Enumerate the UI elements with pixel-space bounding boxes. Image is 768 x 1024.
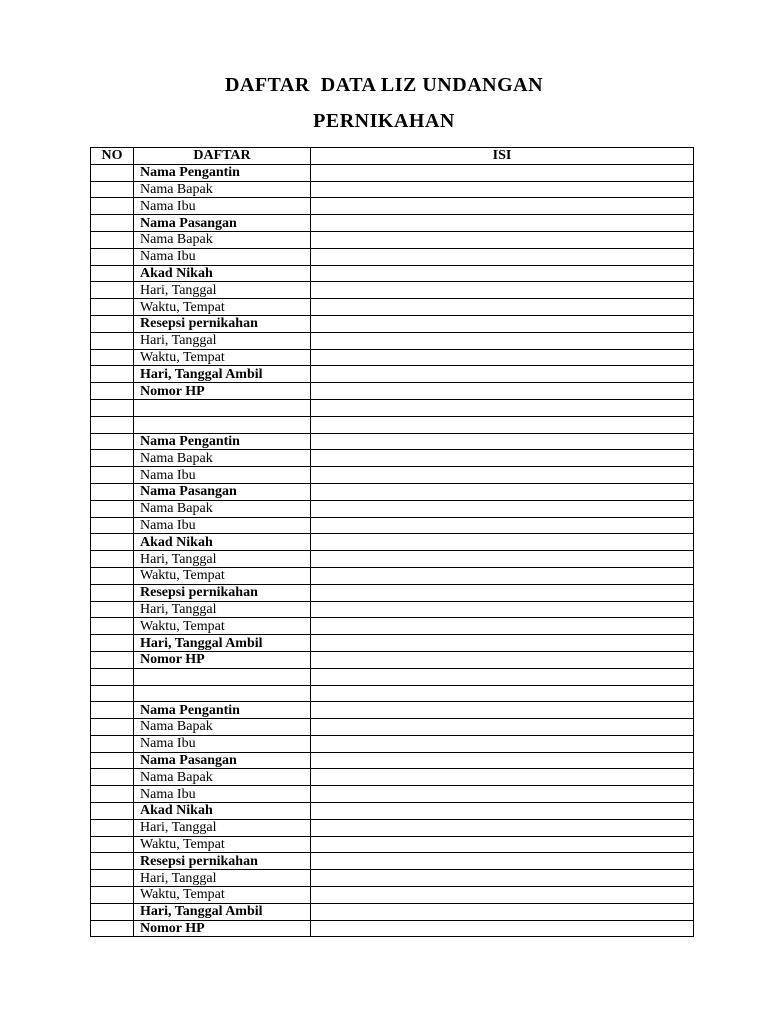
no-cell (91, 853, 134, 870)
table-row (91, 416, 694, 433)
isi-cell[interactable] (311, 769, 694, 786)
daftar-cell: Waktu, Tempat (134, 887, 311, 904)
table-row (91, 887, 694, 904)
isi-cell[interactable] (311, 584, 694, 601)
no-cell (91, 618, 134, 635)
daftar-cell: Nomor HP (134, 651, 311, 668)
daftar-cell: Hari, Tanggal (134, 551, 311, 568)
no-cell (91, 836, 134, 853)
no-cell (91, 332, 134, 349)
header-daftar: DAFTAR (134, 148, 311, 165)
table-row (91, 231, 694, 248)
header-isi: ISI (311, 148, 694, 165)
table-row (91, 836, 694, 853)
table-body (91, 164, 694, 937)
table-row (91, 534, 694, 551)
table-row (91, 920, 694, 937)
table-row (91, 735, 694, 752)
daftar-cell: Nama Ibu (134, 735, 311, 752)
daftar-cell: Hari, Tanggal Ambil (134, 366, 311, 383)
isi-cell[interactable] (311, 366, 694, 383)
daftar-cell: Nama Bapak (134, 450, 311, 467)
table-row (91, 870, 694, 887)
table-row (91, 198, 694, 215)
daftar-cell: Hari, Tanggal (134, 870, 311, 887)
daftar-cell: Waktu, Tempat (134, 836, 311, 853)
no-cell (91, 315, 134, 332)
no-cell (91, 181, 134, 198)
isi-cell[interactable] (311, 383, 694, 400)
isi-cell[interactable] (311, 349, 694, 366)
no-cell (91, 903, 134, 920)
wedding-invitation-data-table (90, 147, 694, 937)
daftar-cell (134, 685, 311, 702)
daftar-cell: Nama Ibu (134, 517, 311, 534)
no-cell (91, 433, 134, 450)
no-cell (91, 198, 134, 215)
daftar-cell: Waktu, Tempat (134, 299, 311, 316)
isi-cell[interactable] (311, 567, 694, 584)
table-row (91, 567, 694, 584)
table-row (91, 215, 694, 232)
daftar-cell: Resepsi pernikahan (134, 853, 311, 870)
table-row (91, 517, 694, 534)
no-cell (91, 282, 134, 299)
isi-cell[interactable] (311, 248, 694, 265)
daftar-cell: Nama Bapak (134, 181, 311, 198)
isi-cell[interactable] (311, 517, 694, 534)
table-row (91, 265, 694, 282)
daftar-cell: Nama Ibu (134, 786, 311, 803)
isi-cell[interactable] (311, 181, 694, 198)
table-row (91, 651, 694, 668)
no-cell (91, 500, 134, 517)
isi-cell[interactable] (311, 483, 694, 500)
table-row (91, 786, 694, 803)
isi-cell[interactable] (311, 231, 694, 248)
isi-cell[interactable] (311, 702, 694, 719)
daftar-cell: Nama Ibu (134, 198, 311, 215)
table-row (91, 803, 694, 820)
no-cell (91, 803, 134, 820)
table-row (91, 164, 694, 181)
daftar-cell: Akad Nikah (134, 265, 311, 282)
table-row (91, 618, 694, 635)
daftar-cell: Nama Pasangan (134, 215, 311, 232)
table-row (91, 467, 694, 484)
isi-cell[interactable] (311, 551, 694, 568)
isi-cell[interactable] (311, 332, 694, 349)
isi-cell[interactable] (311, 668, 694, 685)
no-cell (91, 584, 134, 601)
table-row (91, 450, 694, 467)
daftar-cell (134, 416, 311, 433)
no-cell (91, 534, 134, 551)
daftar-cell: Nama Pengantin (134, 702, 311, 719)
header-no: NO (91, 148, 134, 165)
isi-cell[interactable] (311, 215, 694, 232)
no-cell (91, 719, 134, 736)
daftar-cell: Resepsi pernikahan (134, 315, 311, 332)
isi-cell[interactable] (311, 315, 694, 332)
table-row (91, 853, 694, 870)
isi-cell[interactable] (311, 618, 694, 635)
table-row (91, 181, 694, 198)
no-cell (91, 248, 134, 265)
no-cell (91, 685, 134, 702)
no-cell (91, 601, 134, 618)
table-row (91, 668, 694, 685)
isi-cell[interactable] (311, 735, 694, 752)
no-cell (91, 483, 134, 500)
daftar-cell: Hari, Tanggal (134, 819, 311, 836)
daftar-cell: Waktu, Tempat (134, 567, 311, 584)
no-cell (91, 752, 134, 769)
daftar-cell: Nama Ibu (134, 467, 311, 484)
table-row (91, 702, 694, 719)
table-row (91, 819, 694, 836)
daftar-cell (134, 668, 311, 685)
isi-cell[interactable] (311, 853, 694, 870)
no-cell (91, 819, 134, 836)
isi-cell[interactable] (311, 416, 694, 433)
isi-cell[interactable] (311, 299, 694, 316)
no-cell (91, 299, 134, 316)
daftar-cell: Waktu, Tempat (134, 618, 311, 635)
daftar-cell: Nama Bapak (134, 769, 311, 786)
no-cell (91, 164, 134, 181)
no-cell (91, 450, 134, 467)
isi-cell[interactable] (311, 198, 694, 215)
no-cell (91, 349, 134, 366)
table-row (91, 299, 694, 316)
isi-cell[interactable] (311, 903, 694, 920)
daftar-cell: Akad Nikah (134, 803, 311, 820)
table-row (91, 551, 694, 568)
no-cell (91, 735, 134, 752)
isi-cell[interactable] (311, 752, 694, 769)
daftar-cell: Akad Nikah (134, 534, 311, 551)
isi-cell[interactable] (311, 786, 694, 803)
daftar-cell: Resepsi pernikahan (134, 584, 311, 601)
no-cell (91, 786, 134, 803)
no-cell (91, 651, 134, 668)
daftar-cell: Hari, Tanggal (134, 601, 311, 618)
table-row (91, 601, 694, 618)
isi-cell[interactable] (311, 887, 694, 904)
no-cell (91, 668, 134, 685)
table-row (91, 635, 694, 652)
no-cell (91, 702, 134, 719)
isi-cell[interactable] (311, 685, 694, 702)
daftar-cell: Nama Pengantin (134, 164, 311, 181)
daftar-cell: Nama Bapak (134, 500, 311, 517)
isi-cell[interactable] (311, 635, 694, 652)
isi-cell[interactable] (311, 450, 694, 467)
daftar-cell: Nama Bapak (134, 231, 311, 248)
isi-cell[interactable] (311, 920, 694, 937)
table-row (91, 248, 694, 265)
isi-cell[interactable] (311, 719, 694, 736)
no-cell (91, 416, 134, 433)
table-row (91, 500, 694, 517)
isi-cell[interactable] (311, 870, 694, 887)
no-cell (91, 887, 134, 904)
isi-cell[interactable] (311, 500, 694, 517)
isi-cell[interactable] (311, 601, 694, 618)
table-row (91, 769, 694, 786)
isi-cell[interactable] (311, 399, 694, 416)
table-row (91, 433, 694, 450)
isi-cell[interactable] (311, 433, 694, 450)
daftar-cell: Hari, Tanggal Ambil (134, 903, 311, 920)
daftar-cell: Hari, Tanggal (134, 332, 311, 349)
table-row (91, 903, 694, 920)
isi-cell[interactable] (311, 265, 694, 282)
no-cell (91, 383, 134, 400)
no-cell (91, 215, 134, 232)
no-cell (91, 265, 134, 282)
daftar-cell: Nama Bapak (134, 719, 311, 736)
daftar-cell: Nama Ibu (134, 248, 311, 265)
no-cell (91, 870, 134, 887)
table-row (91, 282, 694, 299)
isi-cell[interactable] (311, 803, 694, 820)
no-cell (91, 551, 134, 568)
table-row (91, 383, 694, 400)
document-title-line-1: DAFTAR DATA LIZ UNDANGAN (224, 74, 544, 96)
table-row (91, 315, 694, 332)
isi-cell[interactable] (311, 534, 694, 551)
no-cell (91, 567, 134, 584)
no-cell (91, 769, 134, 786)
table-row (91, 685, 694, 702)
daftar-cell: Nama Pengantin (134, 433, 311, 450)
no-cell (91, 366, 134, 383)
table-header-row (91, 148, 694, 165)
no-cell (91, 517, 134, 534)
table-row (91, 719, 694, 736)
no-cell (91, 920, 134, 937)
table-row (91, 584, 694, 601)
table-row (91, 366, 694, 383)
isi-cell[interactable] (311, 651, 694, 668)
no-cell (91, 399, 134, 416)
daftar-cell: Hari, Tanggal Ambil (134, 635, 311, 652)
table-row (91, 752, 694, 769)
isi-cell[interactable] (311, 467, 694, 484)
no-cell (91, 467, 134, 484)
daftar-cell: Nomor HP (134, 920, 311, 937)
isi-cell[interactable] (311, 164, 694, 181)
isi-cell[interactable] (311, 819, 694, 836)
isi-cell[interactable] (311, 282, 694, 299)
daftar-cell: Nama Pasangan (134, 752, 311, 769)
no-cell (91, 635, 134, 652)
table-row (91, 349, 694, 366)
isi-cell[interactable] (311, 836, 694, 853)
no-cell (91, 231, 134, 248)
document-title-line-2: PERNIKAHAN (313, 110, 455, 132)
table-row (91, 332, 694, 349)
daftar-cell: Nama Pasangan (134, 483, 311, 500)
daftar-cell: Nomor HP (134, 383, 311, 400)
daftar-cell: Waktu, Tempat (134, 349, 311, 366)
table-row (91, 399, 694, 416)
table-row (91, 483, 694, 500)
daftar-cell (134, 399, 311, 416)
daftar-cell: Hari, Tanggal (134, 282, 311, 299)
